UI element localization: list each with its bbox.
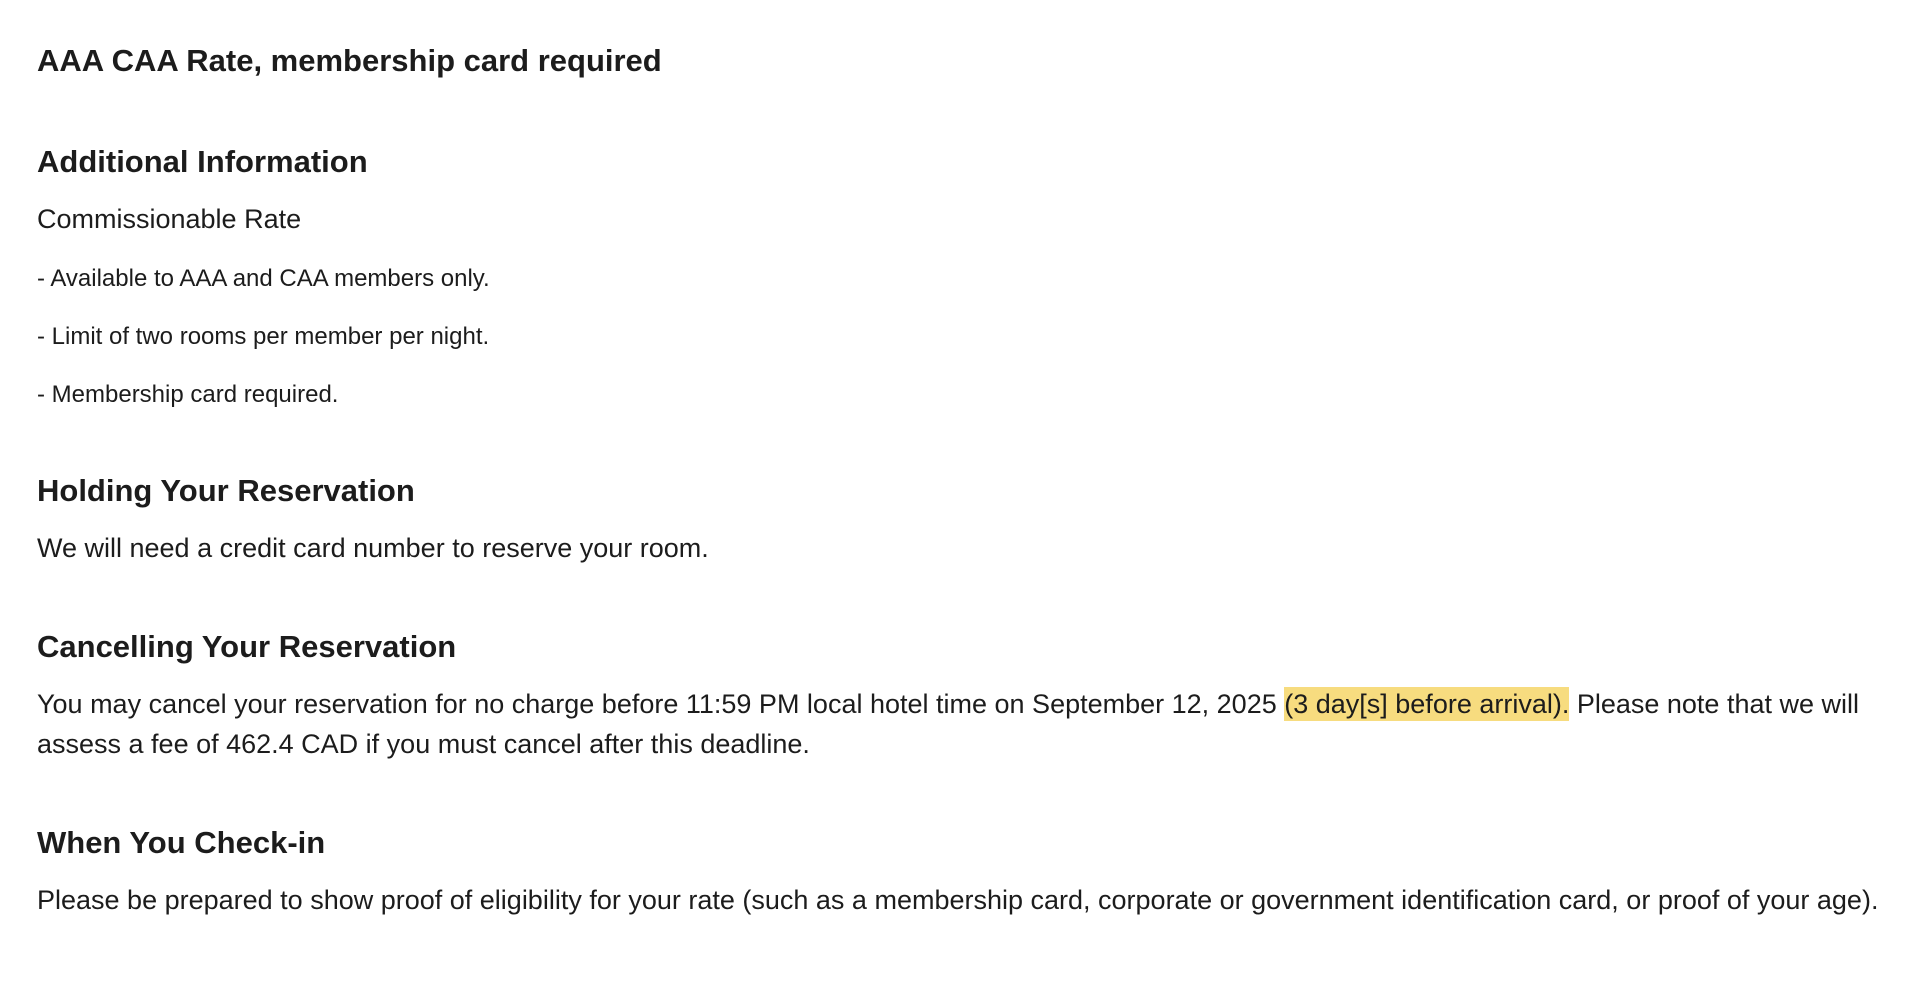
cancellation-policy-text-start: You may cancel your reservation for no charge before 11:59 PM local hotel time on September 12, 2025 [37, 689, 1285, 719]
cancellation-policy-text-end: Please note that we will assess a fee of 462.4 CAD if you must cancel after this deadline. [37, 689, 1860, 759]
cancelling-reservation-heading: Cancelling Your Reservation [37, 629, 457, 664]
additional-information-heading: Additional Information [37, 144, 368, 179]
holding-reservation-heading: Holding Your Reservation [37, 473, 415, 508]
rate-title: AAA CAA Rate, membership card required [37, 43, 662, 78]
commissionable-rate-label: Commissionable Rate [37, 204, 302, 234]
cancellation-deadline-highlight: (3 day[s] before arrival). [1284, 689, 1570, 719]
cancellation-policy-text [37, 684, 1897, 764]
bullet-membership-card: - Membership card required. [37, 381, 339, 408]
check-in-text: Please be prepared to show proof of eligibility for your rate (such as a membership card, corporate or government identification card, or proof of your age). [37, 885, 1879, 915]
bullet-room-limit: - Limit of two rooms per member per night. [37, 323, 490, 350]
check-in-heading: When You Check-in [37, 825, 326, 860]
holding-reservation-text: We will need a credit card number to reserve your room. [37, 533, 709, 563]
bullet-aaa-caa-members: - Available to AAA and CAA members only. [37, 265, 490, 292]
